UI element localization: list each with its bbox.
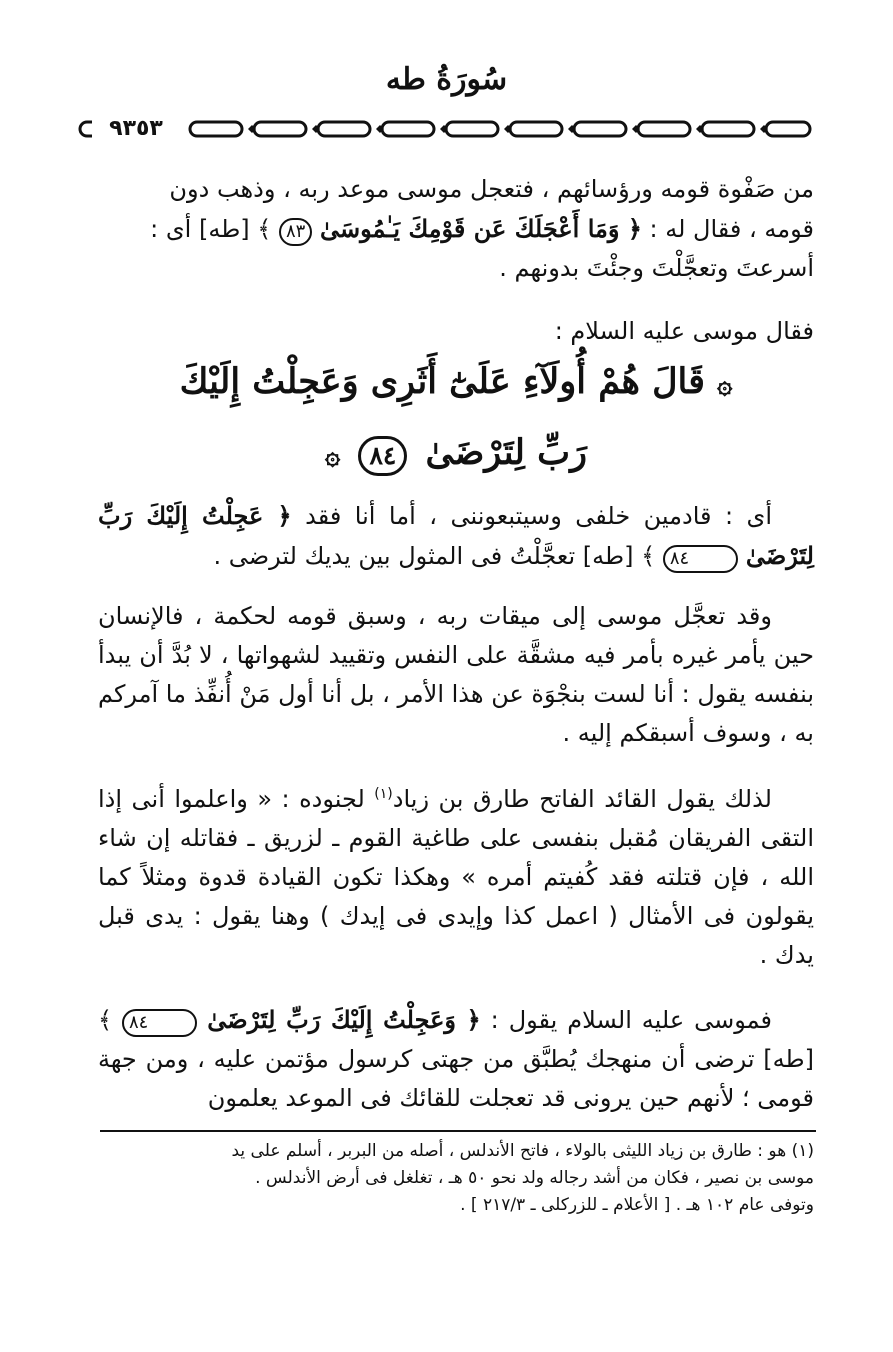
paragraph-3: وقد تعجَّل موسى إلى ميقات ربه ، وسبق قومه لحكمة ، فالإنسان حين يأمر غيره بأمر فيه مشقَّة على النفس وتقييد لشهواتها ، لا بُدَّ أن يبدأ بنفسه يقول : أنا لست بنجْوَة عن هذا الأمر ، بل أنا أول مَنْ أُنفِّذ ما آمركم به ، وسوف أسبقكم إليه . (98, 602, 814, 747)
quran-quote: ﴿ وَمَا أَعْجَلَكَ عَن قَوْمِكَ يَـٰمُوسَىٰ (319, 214, 642, 243)
footnote-line-1: (١) هو : طارق بن زياد الليثى بالولاء ، فاتح الأندلس ، أصله من البربر ، أسلم على يد (231, 1141, 814, 1161)
paragraph-1-line-1: من صَفْوة قومه ورؤسائهم ، فتعجل موسى موعد ربه ، وذهب دون (169, 175, 814, 203)
page-number: ٩٣٥٣ (92, 115, 180, 143)
paragraph-2: أى : قادمين خلفى وسيتبعوننى ، أما أنا فقد ﴿ عَجِلْتُ إِلَيْكَ رَبِّ لِتَرْضَىٰ ٨٤ ﴾ [طه] تعجَّلْتُ فى المثول بين يديك لترضى . (98, 496, 814, 576)
intro-text: فقال موسى عليه السلام : (554, 317, 814, 345)
footnote-reference[interactable]: (١) (374, 786, 393, 802)
paragraph-1-line-2: قومه ، فقال له : ﴿ وَمَا أَعْجَلَكَ عَن قَوْمِكَ يَـٰمُوسَىٰ ٨٣ ﴾ [طه] أى : (98, 209, 814, 249)
footnote-line-3: وتوفى عام ١٠٢ هـ . [ الأعلام ـ للزركلى ـ ٢١٧/٣ ] . (460, 1195, 814, 1215)
verse-number-badge: ٨٤ (663, 545, 738, 573)
quran-quote: ﴿ عَجِلْتُ إِلَيْكَ رَبِّ لِتَرْضَىٰ (98, 501, 814, 570)
quran-verse-block (98, 348, 814, 490)
paragraph-1 (98, 170, 814, 288)
verse-ornament-open-icon: ۞ (717, 370, 733, 400)
quran-quote: ﴿ وَعَجِلْتُ إِلَيْكَ رَبِّ لِتَرْضَىٰ (207, 1005, 481, 1034)
paragraph-1-line-3: أسرعتَ وتعجَّلْتَ وجئْتَ بدونهم . (499, 254, 814, 282)
verse-number-badge: ٨٣ (279, 218, 312, 246)
verse-number-badge: ٨٤ (358, 436, 407, 476)
paragraph-4: لذلك يقول القائد الفاتح طارق بن زياد$^{(١)}$ لجنوده : « واعلموا أنى إذا التقى الفريقان مُقبل بنفسى على طاغية القوم ـ لزريق ـ فقاتله إن شاء الله ، فإن قتلته فقد كُفيتم أمره » وهكذا تكون القيادة قدوة ومثلاً كما يقولون فى الأمثال ( اعمل كذا وإيدى فى إيدك ) وهنا يقول : يدى قبل يدك . (98, 785, 814, 969)
footnote (98, 1138, 814, 1219)
verse-number-badge: ٨٤ (122, 1009, 197, 1037)
intro-line (98, 312, 814, 351)
verse-ornament-close-icon: ۞ (325, 441, 341, 471)
footnote-divider (100, 1130, 816, 1132)
verse-line-2: رَبِّ لِتَرْضَىٰ ٨٤ ۞ (98, 419, 814, 490)
footnote-line-2: موسى بن نصير ، فكان من أشد رجاله ولد نحو ٥٠ هـ ، تغلغل فى أرض الأندلس . (255, 1168, 814, 1188)
surah-title: سُورَةُ طه (385, 62, 508, 97)
verse-line-1: ۞ قَالَ هُمْ أُولَآءِ عَلَىٰٓ أَثَرِى وَعَجِلْتُ إِلَيْكَ (179, 361, 733, 402)
paragraph-5: فموسى عليه السلام يقول : ﴿ وَعَجِلْتُ إِلَيْكَ رَبِّ لِتَرْضَىٰ ٨٤ ﴾ [طه] ترضى أن منهجك يُطبَّق من جهتى كرسول مؤتمن عليه ، ومن جهة قومى ؛ لأنهم حين يرونى قد تعجلت للقائك فى الموعد يعلمون (98, 1005, 814, 1112)
ornamental-header-rule (78, 116, 816, 142)
